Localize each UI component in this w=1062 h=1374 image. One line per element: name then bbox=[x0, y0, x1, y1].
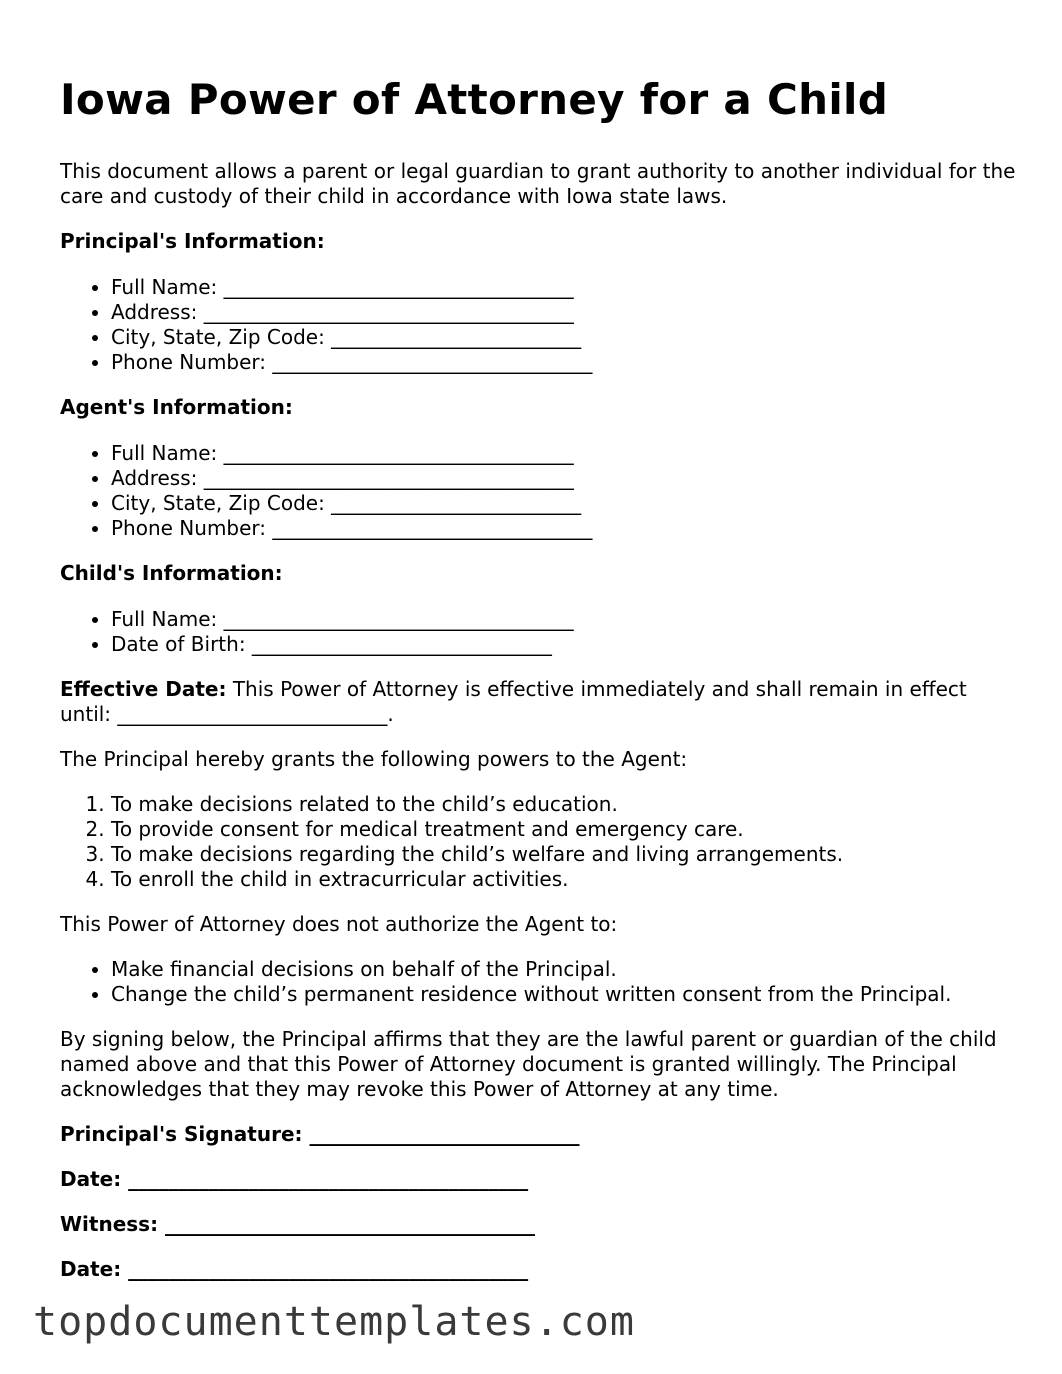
power-item: 2. To provide consent for medical treatment and emergency care. bbox=[111, 817, 1020, 842]
document-title: Iowa Power of Attorney for a Child bbox=[60, 75, 889, 124]
principal-heading: Principal's Information: bbox=[60, 229, 325, 253]
agent-city-state-zip-field: • City, State, Zip Code: _________________________ bbox=[111, 491, 1020, 516]
principal-fields-list bbox=[60, 275, 1020, 375]
principal-full-name-field: • Full Name: ___________________________________ bbox=[111, 275, 1020, 300]
site-watermark: topdocumenttemplates.com bbox=[33, 1299, 635, 1345]
principal-date-line: Date: ________________________________________ bbox=[60, 1167, 529, 1191]
effective-date-label: Effective Date: bbox=[60, 677, 227, 701]
child-date-of-birth-field: • Date of Birth: ______________________________ bbox=[111, 632, 1020, 657]
witness-line: Witness: _____________________________________ bbox=[60, 1212, 536, 1236]
power-item: 4. To enroll the child in extracurricular activities. bbox=[111, 867, 1020, 892]
affirmation-paragraph: By signing below, the Principal affirms that they are the lawful parent or guardian of the child named above and that this Power of Attorney document is granted willingly. The Principal acknowledges that they may revoke this Power of Attorney at any time. bbox=[60, 1027, 997, 1101]
limits-list bbox=[60, 957, 1020, 1007]
principal-city-state-zip-field: • City, State, Zip Code: _________________________ bbox=[111, 325, 1020, 350]
agent-full-name-field: • Full Name: ___________________________________ bbox=[111, 441, 1020, 466]
effective-date-text: This Power of Attorney is effective immediately and shall remain in effect until: ___________________________. bbox=[60, 677, 967, 726]
document bbox=[60, 72, 1020, 1302]
power-item: 3. To make decisions regarding the child’s welfare and living arrangements. bbox=[111, 842, 1020, 867]
child-fields-list bbox=[60, 607, 1020, 657]
principal-address-field: • Address: _____________________________________ bbox=[111, 300, 1020, 325]
agent-phone-field: • Phone Number: ________________________________ bbox=[111, 516, 1020, 541]
witness-date-line: Date: ________________________________________ bbox=[60, 1257, 529, 1281]
agent-heading: Agent's Information: bbox=[60, 395, 293, 419]
grants-intro: The Principal hereby grants the following powers to the Agent: bbox=[60, 747, 688, 771]
child-full-name-field: • Full Name: ___________________________________ bbox=[111, 607, 1020, 632]
principal-signature-line: Principal's Signature: ___________________________ bbox=[60, 1122, 580, 1146]
child-heading: Child's Information: bbox=[60, 561, 283, 585]
powers-list bbox=[60, 792, 1020, 892]
intro-paragraph: This document allows a parent or legal guardian to grant authority to another individual for the care and custody of their child in accordance with Iowa state laws. bbox=[60, 159, 1016, 208]
power-item: 1. To make decisions related to the child’s education. bbox=[111, 792, 1020, 817]
limit-item: • Change the child’s permanent residence without written consent from the Principal. bbox=[111, 982, 1020, 1007]
limit-item: • Make financial decisions on behalf of the Principal. bbox=[111, 957, 1020, 982]
principal-phone-field: • Phone Number: ________________________________ bbox=[111, 350, 1020, 375]
agent-fields-list bbox=[60, 441, 1020, 541]
effective-date-paragraph bbox=[60, 677, 1020, 727]
agent-address-field: • Address: _____________________________________ bbox=[111, 466, 1020, 491]
limits-intro: This Power of Attorney does not authorize the Agent to: bbox=[60, 912, 618, 936]
